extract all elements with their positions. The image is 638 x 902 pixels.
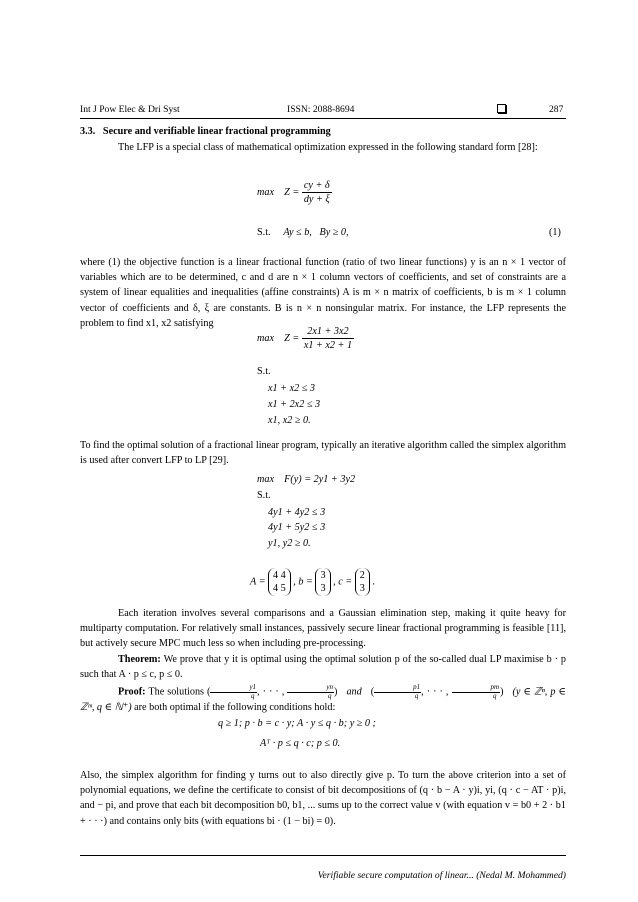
example-st: S.t.: [257, 366, 271, 377]
paragraph-simplex: To find the optimal solution of a fractional linear program, typically an iterative algorithm called the simplex algorithm is used after convert LFP to LP [29].: [80, 440, 566, 467]
issn: ISSN: 2088-8694: [287, 104, 355, 115]
paragraph-iteration: Each iteration involves several comparisons and a Gaussian elimination step, making it quite heavy for multiparty computation. For relatively small instances, passively secure linear fractional programming is feasible [11], but actively secure MPC much less so when including pre-processing.: [80, 608, 566, 650]
section-number: 3.3.: [80, 126, 96, 137]
section-title: Secure and verifiable linear fractional programming: [102, 126, 331, 137]
equation-1-constraints: S.t. Ay ≤ b, By ≥ 0,: [257, 227, 349, 238]
header-rule: [80, 118, 566, 119]
condition-line-1: q ≥ 1; p · b = c · y; A · y ≤ q · b; y ≥ 0 ;: [218, 718, 376, 729]
lp-constraint-2: 4y1 + 5y2 ≤ 3: [268, 522, 326, 533]
condition-line-2: Aᵀ · p ≤ q · c; p ≤ 0.: [260, 738, 341, 749]
square-box-icon: [497, 103, 506, 114]
section-heading: [80, 126, 331, 137]
paragraph-definitions: where (1) the objective function is a linear fractional function (ratio of two linear functions) y is an n × 1 vector of variables which are to be determined, c and d are n × 1 column vectors of coefficients, and set of constraints are a system of linear equalities and inequalities (affine constraints) A is m × n matrix of coefficients, b is m × 1 column vector of coefficients and δ, ξ are constants. B is n × n nonsingular matrix. For instance, the LFP represents the problem to find x1, x2 satisfying: [80, 257, 566, 329]
matrix-A: 4 4 4 5: [268, 568, 291, 596]
lp-st: S.t.: [257, 490, 271, 501]
example-constraint-3: x1, x2 ≥ 0.: [268, 415, 311, 426]
journal-name: Int J Pow Elec & Dri Syst: [80, 104, 180, 115]
lp-constraint-1: 4y1 + 4y2 ≤ 3: [268, 507, 326, 518]
footer-citation: Verifiable secure computation of linear... (Nedal M. Mohammed): [317, 870, 566, 881]
example-constraint-1: x1 + x2 ≤ 3: [268, 383, 315, 394]
paragraph-intro: The LFP is a special class of mathematical optimization expressed in the following standard form [28]:: [118, 142, 538, 153]
equation-1-label: (1): [549, 227, 561, 238]
footer-rule: [80, 855, 566, 856]
lp-constraint-3: y1, y2 ≥ 0.: [268, 538, 311, 549]
equation-1-objective: max Z = $\frac{cy + \delta}{dy + \xi}$: [257, 180, 330, 205]
paragraph-theorem: Theorem: We prove that y it is optimal using the optimal solution p of the so-called dual LP maximise b · p such that A · p ≤ c, p ≤ 0.: [80, 654, 566, 681]
example-constraint-2: x1 + 2x2 ≤ 3: [268, 399, 321, 410]
paragraph-certificate: Also, the simplex algorithm for finding y turns out to also directly give p. To turn the above criterion into a set of polynomial equations, we define the certificate to consist of bit decompositions of (q · b − A · y)i, yi, (q · c − AT · p)i, and − pi, and prove that each bit decomposition b0, b1, ... sums up to the correct value v (with equation v = b0 + 2 · b1 + · · ·) and contains only bits (with equations bi · (1 − bi) = 0).: [80, 770, 566, 827]
lp-objective: max F(y) = 2y1 + 3y2: [257, 474, 356, 485]
example-objective: max Z = $\frac{2x1 + 3x2}{x1 + x2 + 1}$: [257, 326, 353, 351]
page-number: 287: [549, 104, 564, 115]
paragraph-proof: Proof: The solutions ( $\frac{y1}{q}$ , · · · , $\frac{yn}{q}$ ) and ( $\frac{p1}{q}$ , · · · , $\frac{pm}{q}$ ) (y ∈ ℤⁿ, p ∈ ℤᵐ, q ∈ ℕ⁺) are both optimal if the following conditions hold:: [80, 683, 566, 713]
vector-c: 2 3: [355, 568, 370, 596]
vector-b: 3 3: [315, 568, 330, 596]
matrix-definitions: A = 4 4 4 5 , b = 3 3 , c = 2 3 .: [250, 570, 375, 594]
